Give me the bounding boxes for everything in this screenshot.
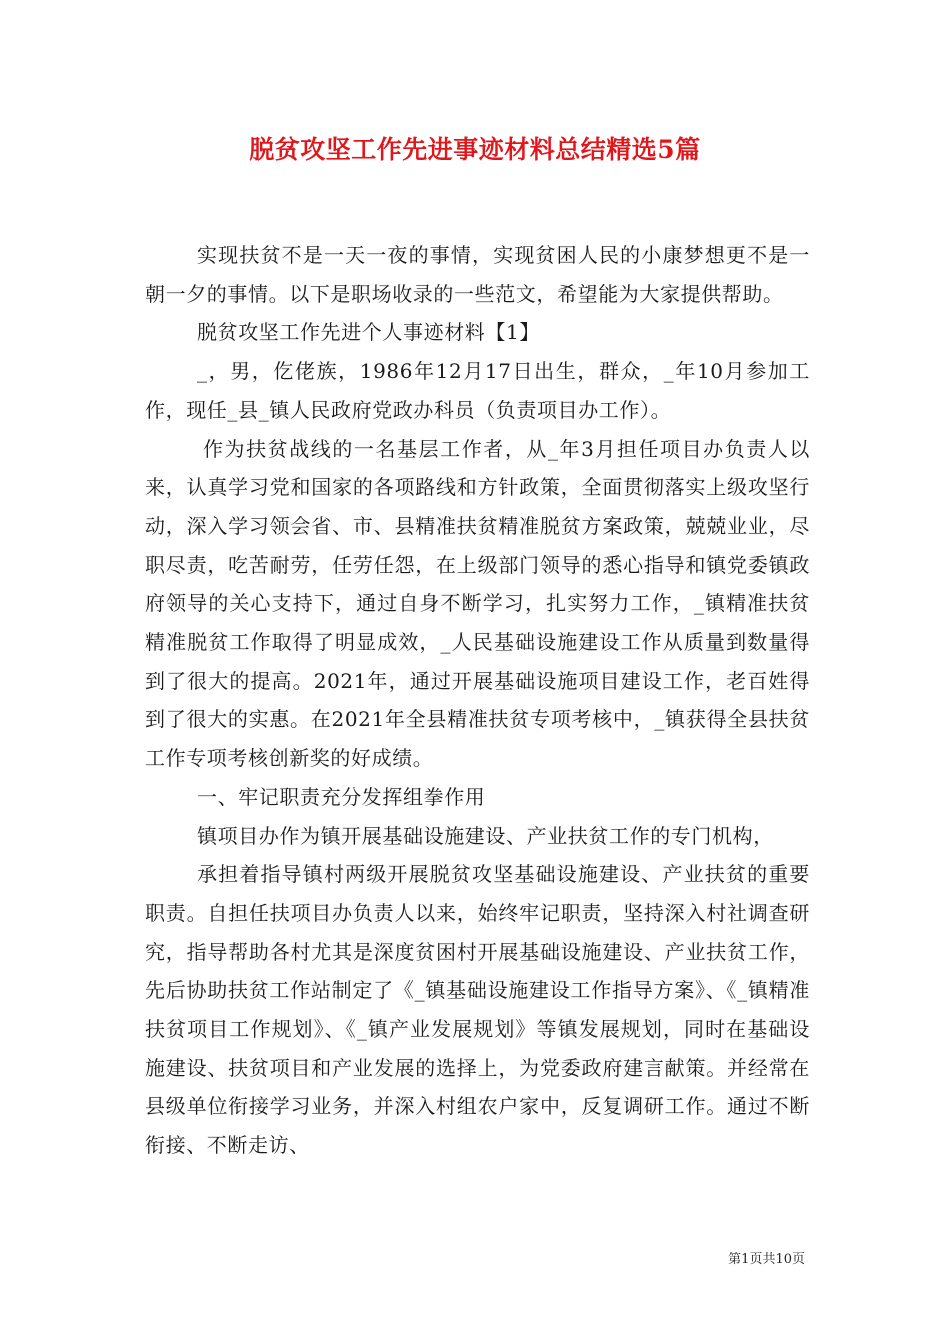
document-body bbox=[145, 236, 810, 1165]
paragraph-intro: 实现扶贫不是一天一夜的事情，实现贫困人民的小康梦想更不是一朝一夕的事情。以下是职场收录的一些范文，希望能为大家提供帮助。 bbox=[145, 243, 810, 306]
paragraph-subheading: 一、牢记职责充分发挥组拳作用 bbox=[197, 784, 486, 809]
document-title: 脱贫攻坚工作先进事迹材料总结精选5篇 bbox=[249, 135, 701, 164]
page-number: 第1页共10页 bbox=[728, 1252, 805, 1267]
paragraph-duties: 承担着指导镇村两级开展脱贫攻坚基础设施建设、产业扶贫的重要职责。自担任扶项目办负责人以来，始终牢记职责，坚持深入村社调查研究，指导帮助各村尤其是深度贫困村开展基础设施建设、产业扶贫工作，先后协助扶贫工作站制定了《_镇基础设施建设工作指导方案》、《_镇精准扶贫项目工作规划》、《_镇产业发展规划》等镇发展规划，同时在基础设施建设、扶贫项目和产业发展的选择上，为党委政府建言献策。并经常在县级单位衔接学习业务，并深入村组农户家中，反复调研工作。通过不断衔接、不断走访、 bbox=[145, 862, 810, 1158]
paragraph-office-role: 镇项目办作为镇开展基础设施建设、产业扶贫工作的专门机构， bbox=[197, 823, 774, 848]
paragraph-profile: _，男，仡佬族，1986年12月17日出生，群众，_年10月参加工作，现任_县_镇人民政府党政办科员（负责项目办工作）。 bbox=[145, 359, 810, 422]
paragraph-achievements: 作为扶贫战线的一名基层工作者，从_年3月担任项目办负责人以来，认真学习党和国家的各项路线和方针政策，全面贯彻落实上级攻坚行动，深入学习领会省、市、县精准扶贫精准脱贫方案政策，兢兢业业，尽职尽责，吃苦耐劳，任劳任怨，在上级部门领导的悉心指导和镇党委镇政府领导的关心支持下，通过自身不断学习，扎实努力工作，_镇精准扶贫精准脱贫工作取得了明显成效，_人民基础设施建设工作从质量到数量得到了很大的提高。2021年，通过开展基础设施项目建设工作，老百姓得到了很大的实惠。在2021年全县精准扶贫专项考核中，_镇获得全县扶贫工作专项考核创新奖的好成绩。 bbox=[145, 436, 810, 771]
paragraph-section-heading: 脱贫攻坚工作先进个人事迹材料【1】 bbox=[197, 320, 540, 345]
